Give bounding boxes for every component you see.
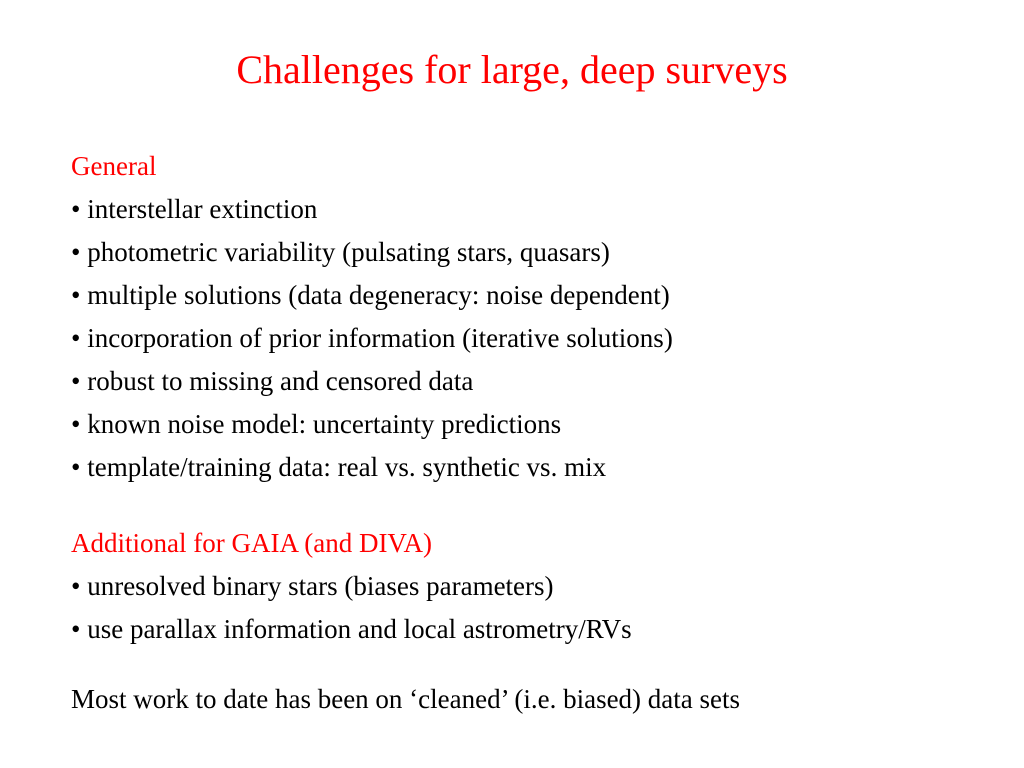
bullet-item: • robust to missing and censored data	[71, 360, 673, 403]
bullet-item: • template/training data: real vs. synthetic vs. mix	[71, 446, 673, 489]
bullet-item: • interstellar extinction	[71, 188, 673, 231]
bullet-item: • known noise model: uncertainty predictions	[71, 403, 673, 446]
section-heading-gaia: Additional for GAIA (and DIVA)	[71, 528, 432, 558]
footer-note: Most work to date has been on ‘cleaned’ (i.e. biased) data sets	[71, 684, 741, 714]
bullet-item: • photometric variability (pulsating stars, quasars)	[71, 231, 673, 274]
bullet-item: • incorporation of prior information (iterative solutions)	[71, 317, 673, 360]
section-heading-general: General	[71, 151, 157, 181]
slide-title: Challenges for large, deep surveys	[236, 47, 788, 92]
bullet-item: • use parallax information and local astrometry/RVs	[71, 608, 632, 651]
bullet-item: • unresolved binary stars (biases parameters)	[71, 565, 632, 608]
section-general	[71, 145, 673, 489]
section-gaia	[71, 522, 632, 651]
bullet-item: • multiple solutions (data degeneracy: noise dependent)	[71, 274, 673, 317]
